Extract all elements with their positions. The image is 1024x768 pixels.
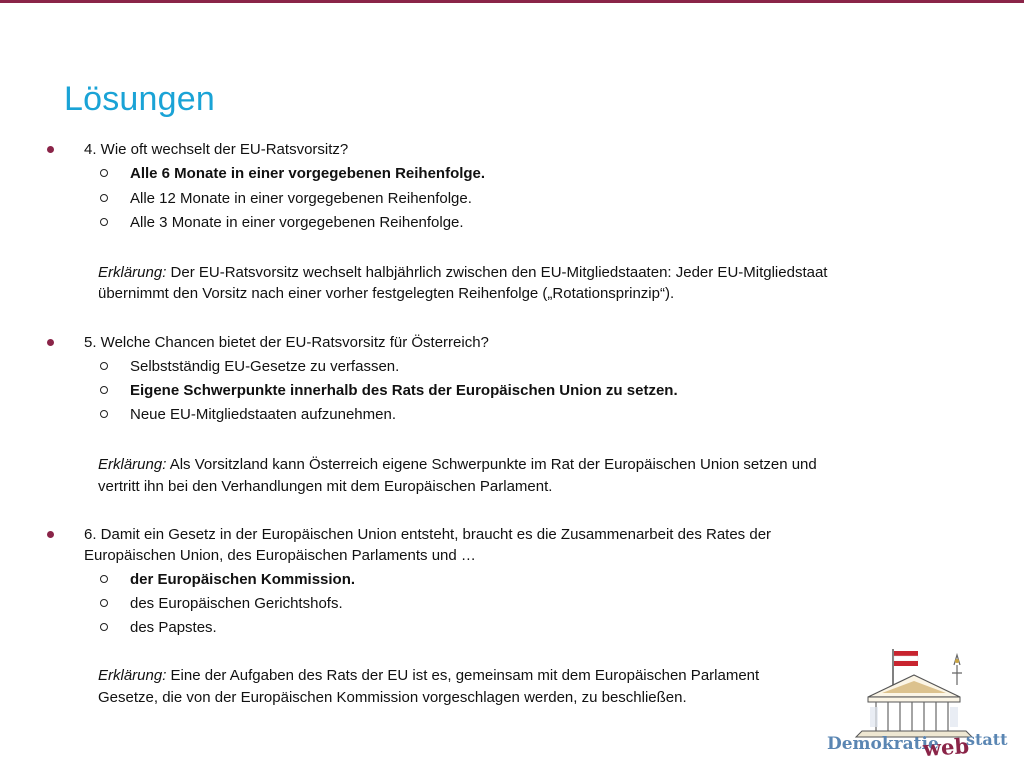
demokratiewebstatt-logo xyxy=(822,645,1012,765)
q4-explanation-line-2: übernimmt den Vorsitz nach einer vorher festgelegten Reihenfolge („Rotationsprinzip“). xyxy=(98,285,675,302)
question-6-line-1: 6. Damit ein Gesetz in der Europäischen Union entsteht, braucht es die Zusammenarbeit des Rates der xyxy=(84,526,772,543)
q4-option-3: Alle 3 Monate in einer vorgegebenen Reihenfolge. xyxy=(130,214,464,231)
circle-bullet-icon xyxy=(100,575,108,583)
logo-word-demokratie: Demokratie xyxy=(827,734,939,754)
circle-bullet-icon xyxy=(100,599,108,607)
circle-bullet-icon xyxy=(100,362,108,370)
circle-bullet-icon xyxy=(100,169,108,177)
q5-option-1: Selbstständig EU-Gesetze zu verfassen. xyxy=(130,358,400,375)
explanation-label: Erklärung: xyxy=(98,264,167,281)
question-4: 4. Wie oft wechselt der EU-Ratsvorsitz? xyxy=(84,141,349,158)
q4-option-1: Alle 6 Monate in einer vorgegebenen Reihenfolge. xyxy=(130,165,486,182)
circle-bullet-icon xyxy=(100,194,108,202)
explanation-label: Erklärung: xyxy=(98,456,167,473)
q6-option-3: des Papstes. xyxy=(130,619,217,636)
q6-explanation-line-2: Gesetze, die von der Europäischen Kommission vorgeschlagen werden, zu beschließen. xyxy=(98,689,687,706)
q4-explanation-line-1 xyxy=(98,263,827,283)
q6-option-2: des Europäischen Gerichtshofs. xyxy=(130,595,343,612)
q5-option-2: Eigene Schwerpunkte innerhalb des Rats der Europäischen Union zu setzen. xyxy=(130,382,678,399)
q4-option-2: Alle 12 Monate in einer vorgegebenen Reihenfolge. xyxy=(130,190,472,207)
question-6-line-2: Europäischen Union, des Europäischen Parlaments und … xyxy=(84,547,476,564)
explanation-label: Erklärung: xyxy=(98,667,167,684)
explanation-text: Eine der Aufgaben des Rats der EU ist es, gemeinsam mit dem Europäischen Parlament xyxy=(166,667,760,684)
page-title: Lösungen xyxy=(64,80,215,118)
explanation-text: Als Vorsitzland kann Österreich eigene Schwerpunkte im Rat der Europäischen Union setzen und xyxy=(166,456,817,473)
explanation-text: Der EU-Ratsvorsitz wechselt halbjährlich zwischen den EU-Mitgliedstaaten: Jeder EU-Mitgliedstaat xyxy=(166,264,828,281)
q5-explanation-line-1 xyxy=(98,455,817,475)
bullet-icon xyxy=(47,531,54,538)
q6-option-1: der Europäischen Kommission. xyxy=(130,571,356,588)
logo-word-web: web xyxy=(922,733,970,762)
bullet-icon xyxy=(47,339,54,346)
circle-bullet-icon xyxy=(100,410,108,418)
circle-bullet-icon xyxy=(100,218,108,226)
logo-word-statt: statt xyxy=(966,730,1008,749)
bullet-icon xyxy=(47,146,54,153)
circle-bullet-icon xyxy=(100,623,108,631)
q5-option-3: Neue EU-Mitgliedstaaten aufzunehmen. xyxy=(130,406,396,423)
q6-explanation-line-1 xyxy=(98,666,759,686)
circle-bullet-icon xyxy=(100,386,108,394)
question-5: 5. Welche Chancen bietet der EU-Ratsvorsitz für Österreich? xyxy=(84,334,489,351)
q5-explanation-line-2: vertritt ihn bei den Verhandlungen mit dem Europäischen Parlament. xyxy=(98,478,553,495)
